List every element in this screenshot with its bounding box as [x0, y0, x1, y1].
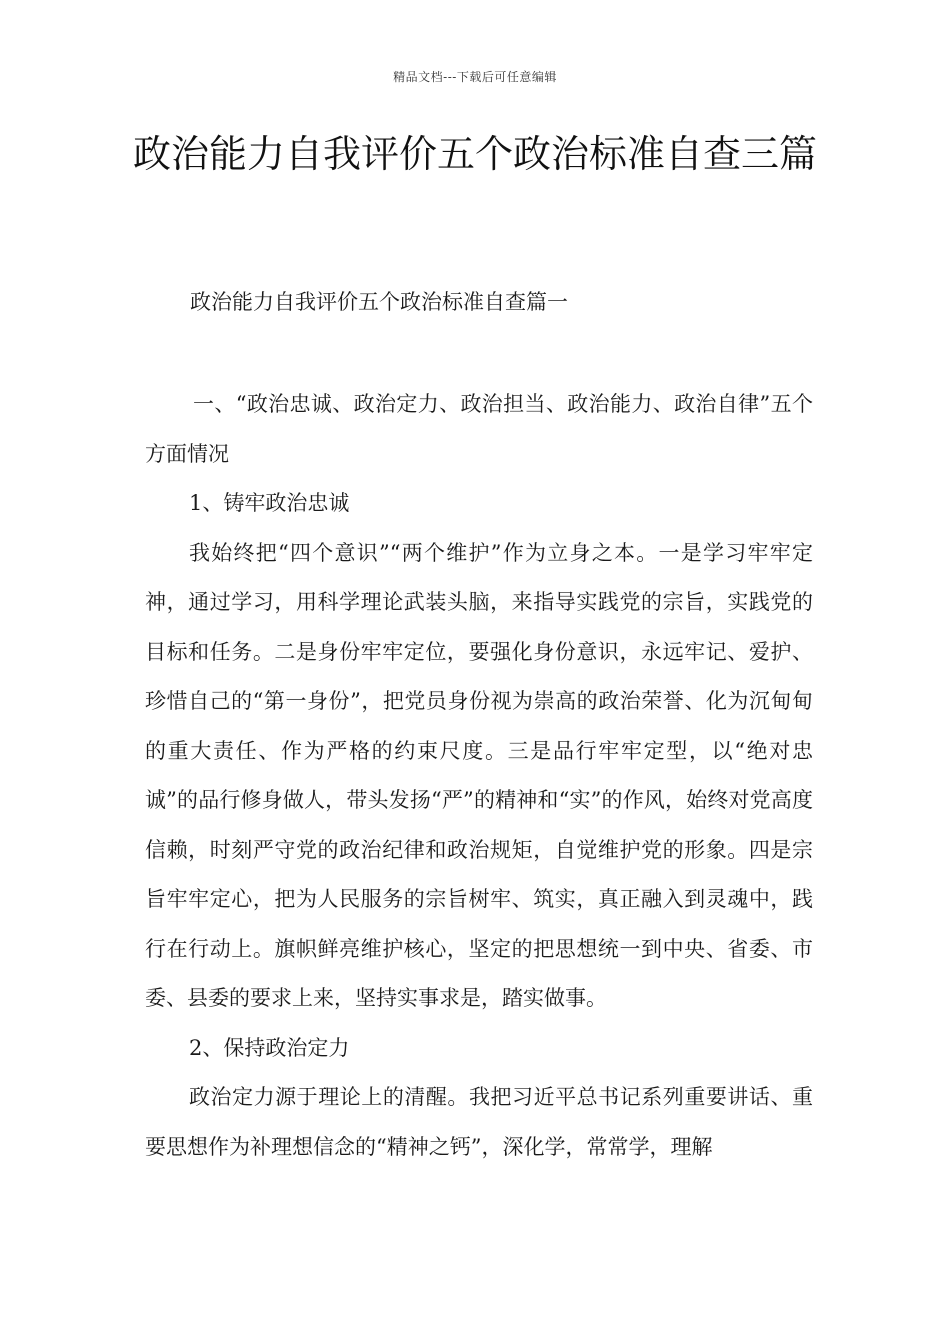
body-paragraph: 我始终把“四个意识”“两个维护”作为立身之本。一是学习牢牢定神，通过学习，用科学理论武装头脑，来指导实践党的宗旨，实践党的目标和任务。二是身份牢牢定位，要强化身份意识，永远牢记、爱护、珍惜自己的“第一身份”，把党员身份视为崇高的政治荣誉、化为沉甸甸的重大责任、作为严格的约束尺度。三是品行牢牢定型，以“绝对忠诚”的品行修身做人，带头发扬“严”的精神和“实”的作风，始终对党高度信赖，时刻严守党的政治纪律和政治规矩，自觉维护党的形象。四是宗旨牢牢定心，把为人民服务的宗旨树牢、筑实，真正融入到灵魂中，践行在行动上。旗帜鲜亮维护核心，坚定的把思想统一到中央、省委、市委、县委的要求上来，坚持实事求是，踏实做事。 — [145, 540, 813, 1010]
subsection-heading: 1、铸牢政治忠诚 — [189, 491, 350, 515]
document-title: 政治能力自我评价五个政治标准自查三篇 — [132, 132, 817, 176]
document-body — [145, 380, 813, 1172]
subsection-heading: 2、保持政治定力 — [189, 1035, 350, 1060]
header-note: 精品文档---下载后可任意编辑 — [393, 70, 557, 84]
section-heading: 一、“政治忠诚、政治定力、政治担当、政治能力、政治自律”五个方面情况 — [145, 392, 813, 466]
section-subtitle: 政治能力自我评价五个政治标准自查篇一 — [190, 290, 568, 314]
body-paragraph: 政治定力源于理论上的清醒。我把习近平总书记系列重要讲话、重要思想作为补理想信念的“精神之钙”，深化学，常常学，理解 — [145, 1085, 813, 1159]
